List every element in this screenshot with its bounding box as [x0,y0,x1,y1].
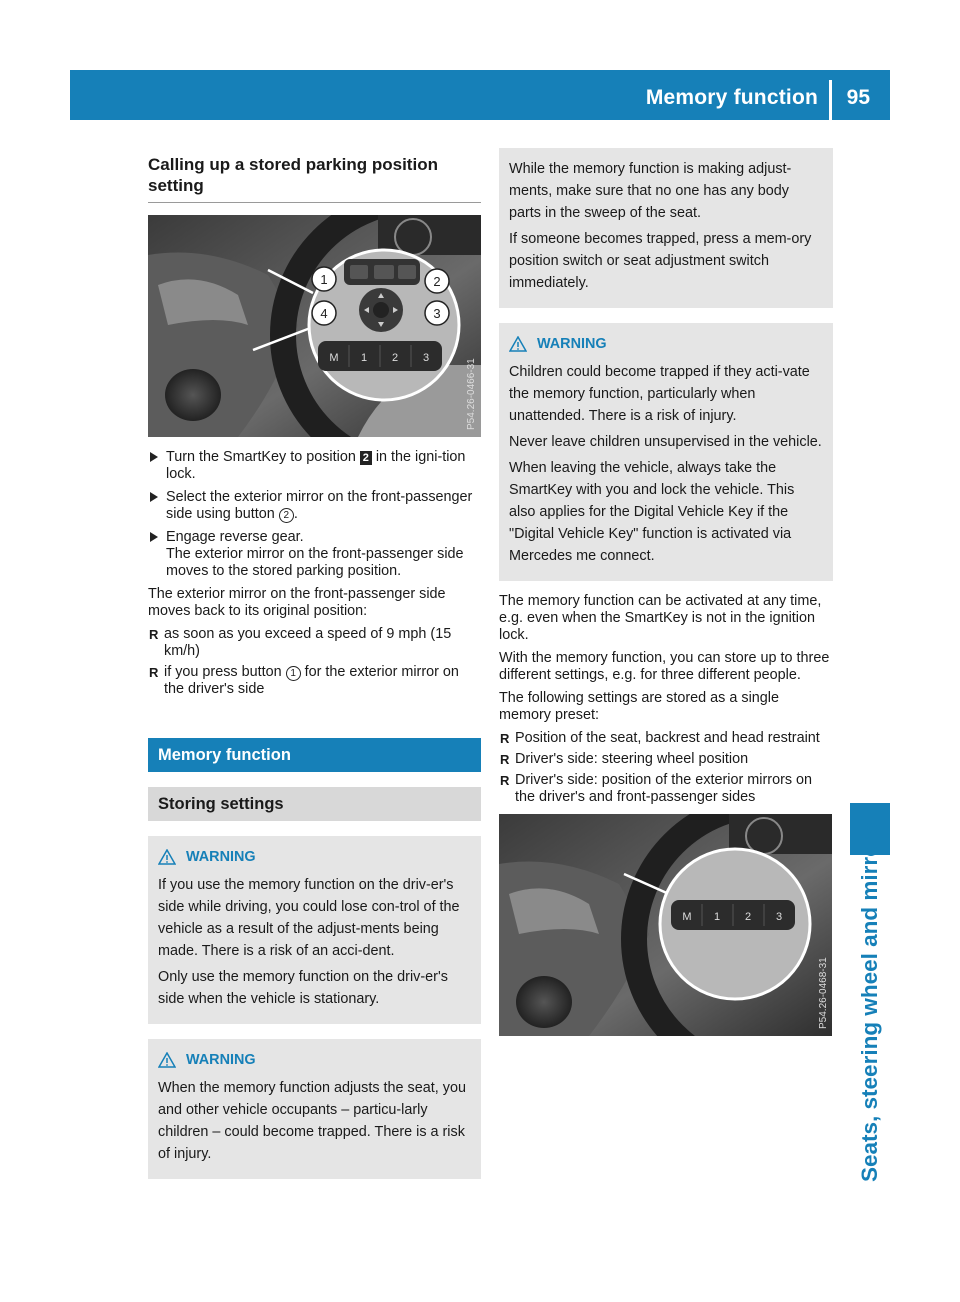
step-1-text-b: in the igni-tion lock. [166,449,466,482]
button-ref-1: 1 [286,666,301,681]
step-2-text-a: Select the exterior mirror on the front-passenger side using button [166,489,473,522]
paragraph: With the memory function, you can store up to three different settings, e.g. for three different people. [499,650,830,683]
memory-function-heading: Memory function [148,738,481,772]
note-text: If someone becomes trapped, press a mem-ory position switch or seat adjustment switch immediately. [509,231,812,291]
callout-2 [425,269,449,293]
callout-1 [312,267,336,291]
svg-text:3: 3 [433,306,441,321]
warning-title [158,846,471,868]
memory-preset-figure [499,814,832,1036]
bullet-item: R as soon as you exceed a speed of 9 mph (15 km/h) [148,626,481,660]
step-3 [148,529,481,580]
memory-button-2: 2 [744,911,752,923]
page-number: 95 [846,86,870,109]
bullet-item: R Driver's side: steering wheel position [499,751,833,768]
memory-button-m: M [329,352,339,364]
step-2 [148,489,481,523]
bullet-item: R Position of the seat, backrest and head restraint [499,730,833,747]
warning-title-text: WARNING [186,1052,256,1068]
bullet-text-b: for the exterior mirror on the driver's side [164,664,459,697]
svg-text:2: 2 [433,274,441,289]
warning-text: When leaving the vehicle, always take the SmartKey with you and lock the vehicle. This also applies for the Digital Vehicle Key if the "Digital Vehicle Key" function is activated via Mercedes me connect. [509,460,795,564]
header-bar [70,70,890,120]
bullet-list [148,626,481,698]
warning-title-text: WARNING [537,336,607,352]
step-3-result: The exterior mirror on the front-passenger side moves to the stored parking position. [166,546,464,579]
body-text [499,593,833,806]
step-3-text: Engage reverse gear. [166,529,304,545]
subsection-title: Calling up a stored parking position setting [148,154,481,203]
callout-4 [312,301,336,325]
memory-button-3: 3 [422,352,430,364]
memory-button-1: 1 [713,911,721,923]
warning-title-text: WARNING [186,849,256,865]
memory-button-2: 2 [391,352,399,364]
warning-box-2 [148,1039,481,1179]
warning-title [158,1049,471,1071]
section-title: Memory function [645,86,818,109]
figure-code: P54.26-0466-31 [466,358,477,430]
bullet-text-a: if you press button [164,664,286,680]
warning-text: Never leave children unsupervised in the vehicle. [509,434,822,450]
warning-icon [158,1052,176,1068]
warning-icon [158,849,176,865]
warning-icon [509,336,527,352]
side-tab-label: Seats, steering wheel and mirrors [857,821,882,1182]
storing-settings-heading: Storing settings [148,787,481,821]
callout-3 [425,301,449,325]
warning-box-3 [499,323,833,581]
left-column [148,148,481,1179]
warning-text: If you use the memory function on the driv-er's side while driving, you could lose con-trol of the vehicle as a result of the adjust-ments being made. There is a risk of an acci-dent. [158,877,460,959]
paragraph: The memory function can be activated at any time, e.g. even when the SmartKey is not in the ignition lock. [499,593,822,643]
paragraph: The exterior mirror on the front-passenger side moves back to its original position: [148,586,446,619]
step-1 [148,449,481,483]
step-2-text-b: . [293,506,298,522]
bullet-list [499,730,833,806]
note-text: While the memory function is making adjust-ments, make sure that no one has any body parts in the sweep of the seat. [509,161,792,221]
memory-buttons-figure [148,215,481,437]
button-ref-2: 2 [279,508,294,523]
note-box [499,148,833,308]
warning-box-1 [148,836,481,1024]
step-1-text-a: Turn the SmartKey to position [166,449,360,465]
memory-button-3: 3 [775,911,783,923]
bullet-item: R Driver's side: position of the exterior mirrors on the driver's and front-passenger sides [499,772,833,806]
bullet-item [148,664,481,698]
right-column [499,148,833,1036]
instruction-steps [148,449,481,580]
svg-text:4: 4 [320,306,328,321]
memory-button-m: M [682,911,692,923]
memory-button-1: 1 [360,352,368,364]
header-divider [829,80,832,120]
figure-code: P54.26-0468-31 [818,957,829,1029]
paragraph: The following settings are stored as a single memory preset: [499,690,779,723]
warning-text: Only use the memory function on the driv-er's side when the vehicle is stationary. [158,969,448,1007]
svg-text:1: 1 [320,272,328,287]
warning-text: Children could become trapped if they acti-vate the memory function, particularly when unattended. There is a risk of injury. [509,364,810,424]
key-position-2: 2 [360,451,372,465]
warning-text: When the memory function adjusts the seat, you and other vehicle occupants – particu-larly children – could become trapped. There is a risk of injury. [158,1080,466,1162]
warning-title [509,333,823,355]
